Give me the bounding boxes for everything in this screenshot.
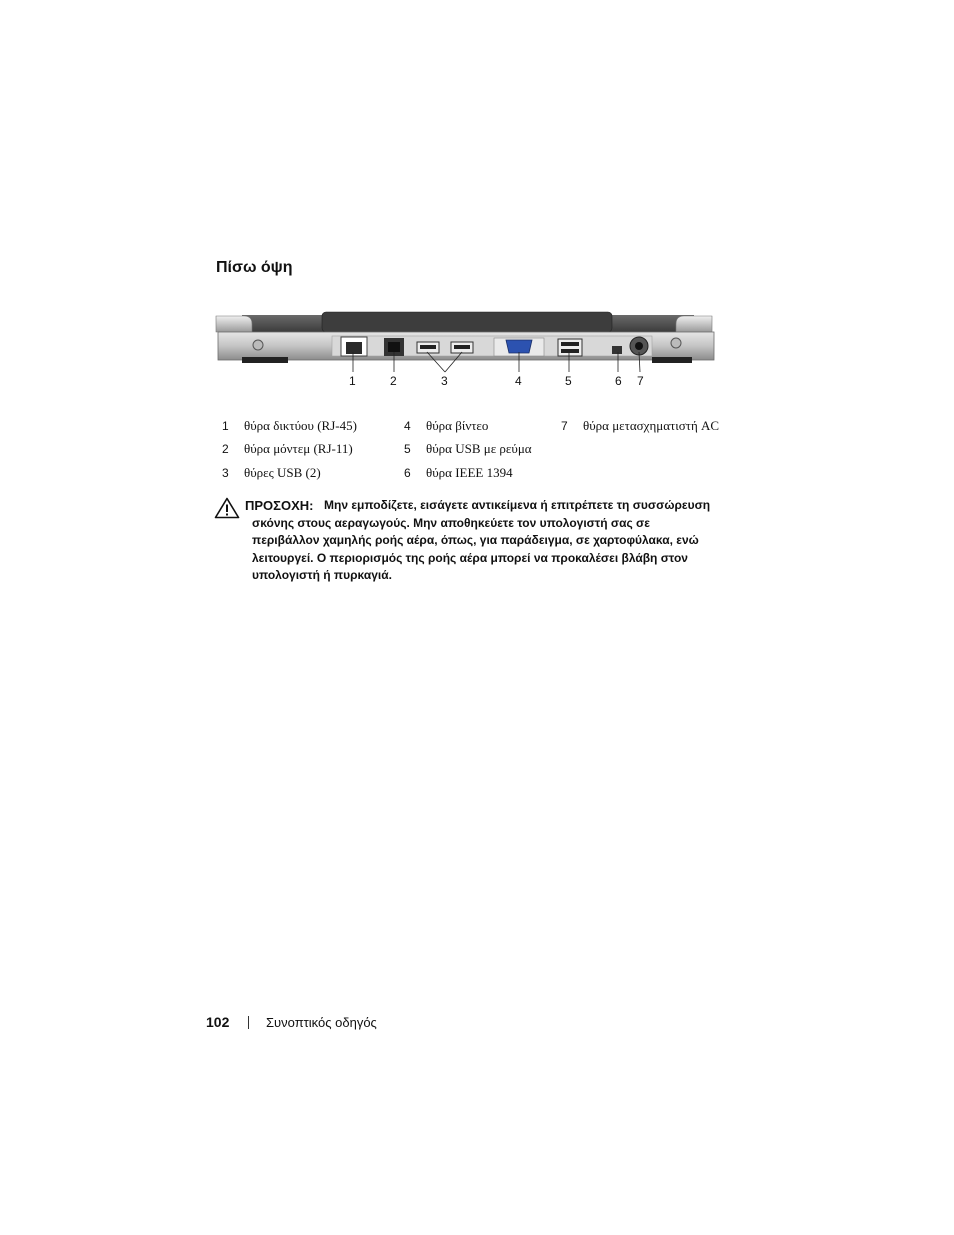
caution-label: ΠΡΟΣΟΧΗ:: [245, 498, 314, 513]
laptop-back-view-figure: [212, 300, 722, 400]
legend-number: 5: [404, 442, 411, 457]
legend-number: 6: [404, 465, 411, 480]
callout-5: 5: [565, 374, 572, 388]
legend-number: 1: [222, 418, 229, 433]
callout-4: 4: [515, 374, 522, 388]
section-heading: Πίσω όψη: [216, 259, 293, 276]
footer-separator: [248, 1016, 249, 1029]
callout-1: 1: [349, 374, 356, 388]
page-number: 102: [206, 1014, 230, 1030]
legend-text: θύρα μετασχηματιστή AC: [583, 417, 720, 433]
callout-2: 2: [390, 374, 397, 388]
legend-text: θύρα μόντεμ (RJ-11): [244, 441, 353, 457]
callout-7: 7: [637, 374, 644, 388]
caution-notice: [214, 497, 720, 585]
legend-number: 7: [561, 418, 568, 433]
legend-text: θύρες USB (2): [244, 464, 321, 480]
legend-number: 2: [222, 442, 229, 457]
callout-3: 3: [441, 374, 448, 388]
legend-table: [222, 414, 719, 485]
legend-text: θύρα βίντεο: [426, 417, 489, 433]
legend-text: θύρα δικτύου (RJ-45): [244, 417, 357, 433]
legend-text: θύρα IEEE 1394: [426, 464, 513, 480]
laptop-back-illustration: [212, 300, 722, 400]
legend-row: [222, 414, 719, 438]
legend-number: 3: [222, 465, 229, 480]
warning-triangle-icon: [214, 497, 240, 519]
legend-number: 4: [404, 418, 411, 433]
callout-legend: [222, 414, 719, 485]
document-title: Συνοπτικός οδηγός: [266, 1015, 377, 1030]
callout-6: 6: [615, 374, 622, 388]
legend-text: θύρα USB με ρεύμα: [426, 441, 532, 457]
legend-row: [222, 461, 719, 485]
caution-text: Μην εμποδίζετε, εισάγετε αντικείμενα ή επιτρέπετε τη συσσώρευση σκόνης στους αεραγωγούς. Μην αποθηκεύετε τον υπολογιστή σας σε περιβάλλον χαμηλής ροής αέρα, όπως, για παράδειγμα, σε χαρτοφύλακα, ενώ λειτουργεί. Ο περιορισμός της ροής αέρα μπορεί να προκαλέσει βλάβη στον υπολογιστή ή πυρκαγιά.: [252, 498, 711, 583]
legend-row: [222, 438, 719, 462]
